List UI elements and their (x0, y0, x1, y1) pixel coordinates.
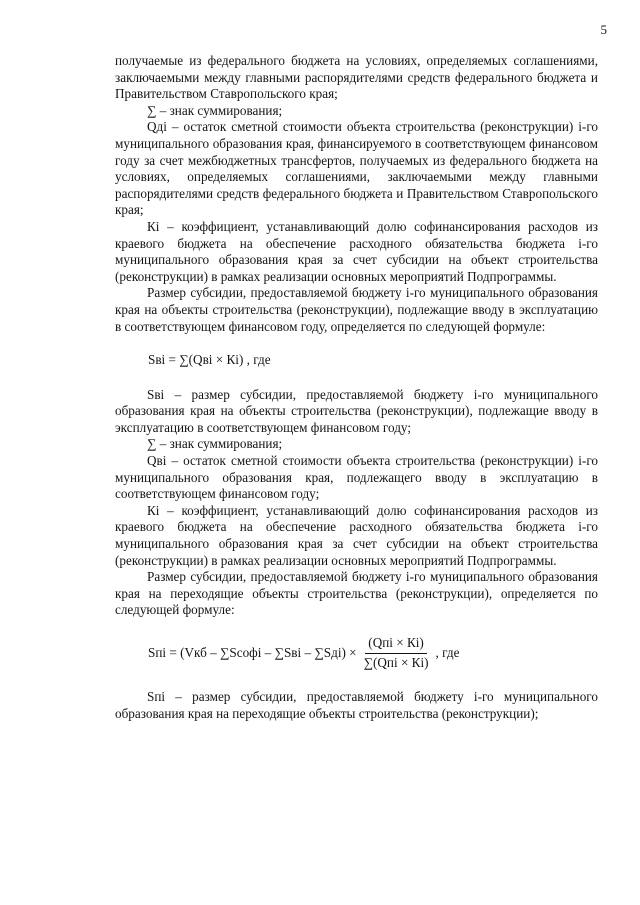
paragraph: Qдi – остаток сметной стоимости объекта строительства (реконструкции) i-го муниципального образования края, финансируемого в соответствующем финансовом году за счет межбюджетных трансфертов, получаемых из федерального бюджета на условиях, определяемых соглашениями, заключаемыми между главными распорядителями средств федерального бюджета и Правительством Ставропольского края; (115, 119, 598, 218)
document-body (115, 53, 598, 722)
paragraph: Sвi – размер субсидии, предоставляемой бюджету i-го муниципального образования края на объекты строительства (реконструкции), подлежащие вводу в эксплуатацию в соответствующем финансовом году; (115, 386, 598, 435)
paragraph: Размер субсидии, предоставляемой бюджету i-го муниципального образования края на переходящие объекты строительства (реконструкции), определяется по следующей формуле: (115, 569, 598, 618)
paragraph: ∑ – знак суммирования; (147, 436, 283, 452)
formula-left-side: Sпi = (Vкб – ∑Sсофi – ∑Sвi – ∑Sдi) × (148, 644, 357, 660)
formula-construction-subsidy: Sвi = ∑(Qвi × Кi) , где (148, 352, 271, 368)
paragraph: Qвi – остаток сметной стоимости объекта строительства (реконструкции) i-го муниципального образования края, подлежащего вводу в эксплуатацию в соответствующем финансовом году; (115, 453, 598, 502)
formula-transitional-subsidy (148, 635, 598, 671)
paragraph: Кi – коэффициент, устанавливающий долю софинансирования расходов из краевого бюджета на обеспечение расходного обязательства бюджета i-го муниципального образования края за счет субсидии на объект строительства (реконструкции) в рамках реализации основных мероприятий Подпрограммы. (115, 502, 598, 568)
page-number: 5 (600, 22, 607, 37)
formula-fraction (361, 635, 432, 671)
formula-suffix: , где (435, 644, 460, 660)
fraction-numerator: (Qпi × Кi) (365, 635, 427, 654)
fraction-denominator: ∑(Qпi × Кi) (363, 654, 429, 670)
paragraph: Кi – коэффициент, устанавливающий долю софинансирования расходов из краевого бюджета на обеспечение расходного обязательства бюджета i-го муниципального образования края за счет субсидии на объект строительства (реконструкции) в рамках реализации основных мероприятий Подпрограммы. (115, 218, 598, 284)
paragraph: Sпi – размер субсидии, предоставляемой бюджету i-го муниципального образования края на переходящие объекты строительства (реконструкции); (115, 689, 598, 721)
paragraph: ∑ – знак суммирования; (147, 102, 283, 118)
paragraph: получаемые из федерального бюджета на условиях, определяемых соглашениями, заключаемыми между главными распорядителями средств федерального бюджета и Правительством Ставропольского края; (115, 53, 598, 102)
paragraph: Размер субсидии, предоставляемой бюджету i-го муниципального образования края на объекты строительства (реконструкции), подлежащие вводу в эксплуатацию в соответствующем финансовом году, определяется по следующей формуле: (115, 285, 598, 334)
